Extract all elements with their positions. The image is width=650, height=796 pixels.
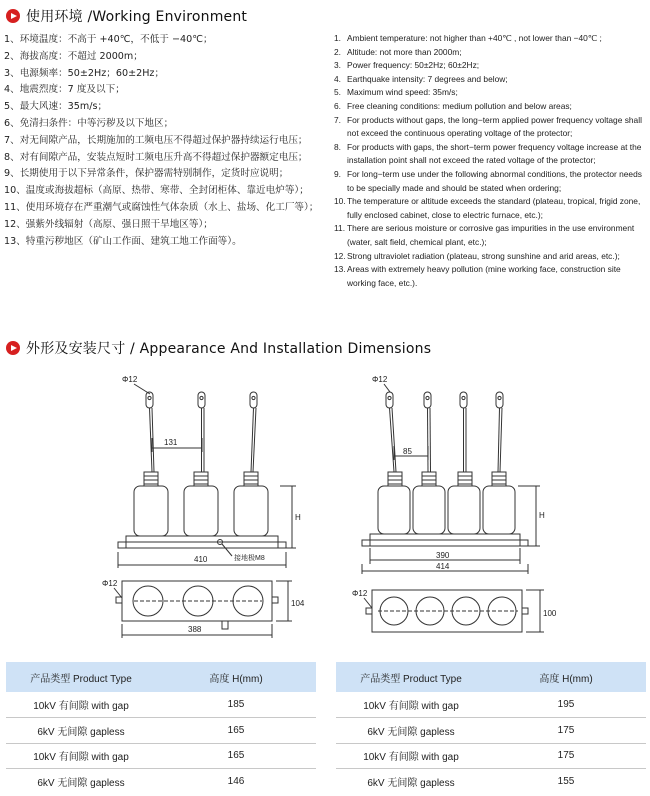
working-environment-heading bbox=[6, 6, 247, 26]
phase-spacing-label: 85 bbox=[403, 447, 412, 456]
phi-top-label: Φ12 bbox=[372, 375, 388, 384]
condition-text: Ambient temperature: not higher than +40℃ , not lower than −40℃ ; bbox=[347, 33, 602, 43]
ground-terminal-label: 接地极M8 bbox=[234, 555, 265, 562]
condition-item-cn: 7、对无间隙产品，长期施加的工频电压不得超过保护器持续运行电压； bbox=[4, 134, 308, 146]
phase-spacing-label: 131 bbox=[164, 438, 178, 447]
table-row bbox=[6, 769, 316, 795]
condition-text: Free cleaning conditions: medium pollution and below areas; bbox=[347, 100, 572, 111]
phi-bottom-label: Φ12 bbox=[352, 589, 368, 598]
product-type-cell: 6kV 无间隙 gapless bbox=[6, 718, 156, 744]
chinese-conditions-list bbox=[4, 32, 324, 250]
product-type-cell: 10kV 有间隙 with gap bbox=[6, 692, 156, 718]
outer-width-label: 414 bbox=[436, 562, 450, 571]
height-cell: 165 bbox=[156, 743, 316, 769]
condition-item-en bbox=[334, 100, 648, 114]
table-row bbox=[336, 743, 646, 769]
product-type-cell: 6kV 无间隙 gapless bbox=[336, 718, 486, 744]
table-row bbox=[6, 718, 316, 744]
table-row bbox=[336, 769, 646, 795]
condition-number: 3. bbox=[334, 60, 341, 71]
condition-item-en bbox=[334, 168, 648, 195]
product-type-cell: 6kV 无间隙 gapless bbox=[37, 778, 125, 789]
condition-number: 9. bbox=[334, 168, 341, 179]
condition-text: Altitude: not more than 2000m; bbox=[347, 46, 462, 57]
col-product-type: 产品类型 Product Type bbox=[6, 662, 156, 692]
condition-item-en bbox=[334, 114, 648, 141]
table-row bbox=[336, 692, 646, 718]
condition-text: For products without gaps, the long−term applied power frequency voltage shall not exceed the continuous operating voltage of the protector; bbox=[347, 114, 642, 139]
english-conditions-list bbox=[334, 32, 648, 290]
condition-item-cn: 3、电源频率：50±2Hz；60±2Hz； bbox=[4, 67, 165, 79]
condition-number: 2. bbox=[334, 46, 341, 57]
phi-bottom-label: Φ12 bbox=[102, 579, 118, 588]
condition-number: 6. bbox=[334, 100, 341, 111]
right-spec-table bbox=[336, 662, 646, 794]
condition-text: The temperature or altitude exceeds the standard (plateau, tropical, frigid zone, fully enclosed cabinet, close to electric furnace, etc.); bbox=[347, 196, 641, 220]
condition-text: For long−term use under the following abnormal conditions, the protector needs to be specially made and should be stated when ordering; bbox=[347, 168, 642, 193]
product-type-cell: 10kV 有间隙 with gap bbox=[336, 743, 486, 769]
depth-label: 104 bbox=[291, 599, 305, 608]
condition-number: 7. bbox=[334, 114, 341, 125]
condition-number: 4. bbox=[334, 73, 341, 84]
condition-text: Areas with extremely heavy pollution (mine working face, construction site working face, etc.). bbox=[347, 264, 621, 288]
height-cell: 165 bbox=[156, 718, 316, 744]
condition-item-en bbox=[334, 59, 648, 73]
condition-number: 10. bbox=[334, 196, 346, 207]
four-phase-drawing bbox=[350, 368, 560, 654]
condition-number: 8. bbox=[334, 141, 341, 152]
height-cell: 185 bbox=[156, 692, 316, 718]
condition-item-en bbox=[334, 250, 648, 264]
condition-item-cn: 9、长期使用于以下异常条件，保护器需特别制作，定货时应说明； bbox=[4, 168, 289, 180]
condition-text: For products with gaps, the short−term power frequency voltage increase at the installation point shall not exceed the rated voltage of the protector; bbox=[347, 141, 642, 166]
base-length-label: 388 bbox=[188, 625, 202, 634]
height-cell: 155 bbox=[557, 776, 575, 787]
condition-item-en bbox=[334, 222, 648, 249]
condition-item-cn: 2、海拔高度：不超过 2000m； bbox=[4, 50, 143, 62]
col-height: 高度 H(mm) bbox=[156, 662, 316, 692]
condition-number: 1. bbox=[334, 33, 341, 43]
condition-item-en bbox=[334, 86, 648, 100]
left-spec-table bbox=[6, 662, 316, 794]
condition-item-cn: 4、地震烈度：7 度及以下； bbox=[4, 84, 125, 96]
dimensions-title: 外形及安装尺寸 / Appearance And Installation Dimensions bbox=[26, 341, 432, 357]
condition-text: There are serious moisture or corrosive gas impurities in the use environment (water, salt field, chemical plant, etc.); bbox=[347, 223, 635, 247]
condition-item-cn: 12、强紫外线辐射（高原、强日照干旱地区等）； bbox=[4, 218, 213, 230]
condition-item-cn: 8、对有间隙产品，安装点短时工频电压升高不得超过保护器额定电压； bbox=[4, 151, 308, 163]
three-phase-drawing bbox=[100, 368, 320, 654]
table-row bbox=[6, 743, 316, 769]
condition-item-en bbox=[334, 32, 648, 46]
play-arrow-icon bbox=[6, 9, 20, 23]
condition-item-en bbox=[334, 73, 648, 87]
height-cell: 146 bbox=[227, 776, 245, 787]
condition-text: Strong ultraviolet radiation (plateau, strong sunshine and arid areas, etc.); bbox=[347, 250, 620, 261]
condition-number: 11. bbox=[334, 223, 346, 234]
condition-item-cn: 10、温度或海拔超标（高原、热带、寒带、全封闭柜体、靠近电炉等）； bbox=[4, 185, 309, 197]
height-cell: 175 bbox=[486, 743, 646, 769]
condition-item-en bbox=[334, 195, 648, 222]
col-product-type: 产品类型 Product Type bbox=[336, 662, 486, 692]
condition-item-cn: 13、特重污秽地区（矿山工作面、建筑工地工作面等）。 bbox=[4, 235, 242, 247]
overall-width-label: 410 bbox=[194, 555, 208, 564]
inner-width-label: 390 bbox=[436, 551, 450, 560]
product-type-cell: 10kV 有间隙 with gap bbox=[6, 743, 156, 769]
height-cell: 195 bbox=[486, 692, 646, 718]
working-environment-title: 使用环境 /Working Environment bbox=[26, 9, 248, 25]
condition-number: 13. bbox=[334, 264, 346, 275]
condition-text: Maximum wind speed: 35m/s; bbox=[347, 87, 458, 98]
condition-item-cn: 11、使用环境存在严重潮气或腐蚀性气体杂质（水上、盐场、化工厂等）； bbox=[4, 201, 319, 213]
condition-item-en bbox=[334, 46, 648, 60]
height-cell: 175 bbox=[486, 718, 646, 744]
condition-number: 5. bbox=[334, 87, 341, 98]
condition-number: 12. bbox=[334, 250, 346, 261]
condition-text: Earthquake intensity: 7 degrees and below; bbox=[347, 73, 508, 84]
condition-text: Power frequency: 50±2Hz; 60±2Hz; bbox=[347, 60, 480, 71]
play-arrow-icon bbox=[6, 341, 20, 355]
condition-item-cn: 6、免清扫条件：中等污秽及以下地区； bbox=[4, 117, 174, 129]
height-h-label: H bbox=[295, 513, 301, 522]
dimensions-heading bbox=[6, 338, 431, 358]
condition-item-en bbox=[334, 263, 648, 290]
product-type-cell: 6kV 无间隙 gapless bbox=[367, 778, 455, 789]
condition-item-cn: 5、最大风速：35m/s； bbox=[4, 101, 108, 113]
table-row bbox=[336, 718, 646, 744]
condition-item-en bbox=[334, 141, 648, 168]
condition-item-cn: 1、环境温度：不高于 +40℃，不低于 −40℃； bbox=[4, 34, 213, 45]
table-row bbox=[6, 692, 316, 718]
product-type-cell: 10kV 有间隙 with gap bbox=[336, 692, 486, 718]
height-h-label: H bbox=[539, 511, 545, 520]
phi-top-label: Φ12 bbox=[122, 375, 138, 384]
col-height: 高度 H(mm) bbox=[486, 662, 646, 692]
depth-label: 100 bbox=[543, 609, 557, 618]
